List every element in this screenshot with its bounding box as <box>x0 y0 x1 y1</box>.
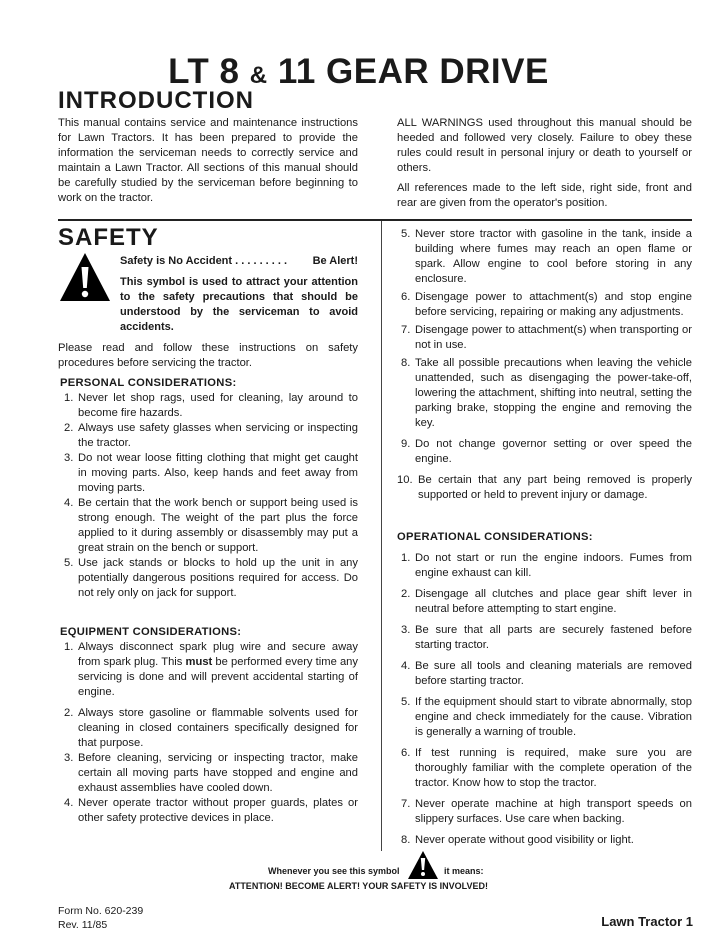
symbol-notice-right: it means: <box>444 866 484 876</box>
list-item: 4. Be certain that the work bench or support being used is strong enough. The weight of the part plus the force applied to it during assembly or disassembly may put a great strain on the bench or support. <box>64 497 358 554</box>
list-item: 1. Always disconnect spark plug wire and secure away from spark plug. This must be performed every time any servicing is done and will prevent accidental starting of engine. <box>64 641 358 698</box>
introduction-right-paragraph-2: All references made to the left side, right side, front and rear are given from the operator's position. <box>397 182 692 209</box>
safety-slogan-left: Safety is No Accident . . . . . . . . . <box>120 255 288 267</box>
list-item: 1. Do not start or run the engine indoors. Fumes from engine exhaust can kill. <box>401 552 692 579</box>
section-divider <box>58 219 692 221</box>
list-item: 6. If test running is required, make sure you are thoroughly familiar with the complete operation of the tractor. Know how to stop the tractor. <box>401 747 692 789</box>
warning-triangle-icon <box>58 251 112 305</box>
introduction-left-paragraph: This manual contains service and maintenance instructions for Lawn Tractors. It has been prepared to provide the information the serviceman needs to correctly service and maintain a Lawn Tractor. All sections of this manual should be carefully studied by the serviceman before beginning to work on the tractor. <box>58 117 358 204</box>
symbol-explanation: This symbol is used to attract your attention to the safety precautions that should be understood by the serviceman to avoid accidents. <box>120 276 358 333</box>
column-divider <box>381 221 382 851</box>
safety-slogan-right: Be Alert! <box>312 255 358 267</box>
introduction-heading: INTRODUCTION <box>58 87 254 114</box>
list-item: 2. Always store gasoline or flammable solvents used for cleaning in closed containers specifically designed for that purpose. <box>64 707 358 749</box>
list-item: 5. Use jack stands or blocks to hold up the unit in any potentially dangerous positions required for access. Do not rely only on jack for support. <box>64 557 358 599</box>
safety-slogan <box>120 254 358 269</box>
equipment-considerations-list <box>58 640 358 826</box>
safety-heading: SAFETY <box>58 224 159 251</box>
list-item: 3. Do not wear loose fitting clothing that might get caught in moving parts. Also, keep hands and feet away from moving parts. <box>64 452 358 494</box>
operational-considerations-heading: OPERATIONAL CONSIDERATIONS: <box>397 531 593 543</box>
safety-right-list <box>395 227 692 503</box>
list-item: 8. Never operate without good visibility or light. <box>401 834 634 846</box>
list-item: 2. Disengage all clutches and place gear shift lever in neutral before attempting to start engine. <box>401 588 692 615</box>
list-item: 7. Never operate machine at high transport speeds on slippery surfaces. Use care when backing. <box>401 798 692 825</box>
safety-intro: Please read and follow these instructions on safety procedures before servicing the tractor. <box>58 342 358 369</box>
revision: Rev. 11/85 <box>58 919 108 931</box>
warning-triangle-icon <box>407 850 439 880</box>
personal-considerations-list <box>58 391 358 601</box>
list-item: 1. Never let shop rags, used for cleaning, lay around to become fire hazards. <box>64 392 358 419</box>
list-item: 4. Never operate tractor without proper guards, plates or other safety protective devices in place. <box>64 797 358 824</box>
introduction-right-paragraph-1: ALL WARNINGS used throughout this manual should be heeded and followed very closely. Failure to obey these rules could result in personal injury or death to yourself or others. <box>397 117 692 174</box>
list-item: 10. Be certain that any part being removed is properly supported or held to prevent injury or damage. <box>397 474 692 501</box>
title-rest: 11 GEAR DRIVE <box>277 52 549 91</box>
list-item: 7. Disengage power to attachment(s) when transporting or not in use. <box>401 324 692 351</box>
list-item: 3. Be sure that all parts are securely fastened before starting tractor. <box>401 624 692 651</box>
list-item: 5. If the equipment should start to vibrate abnormally, stop engine and check immediately for the cause. Vibration is generally a warning of trouble. <box>401 696 692 738</box>
list-item: 5. Never store tractor with gasoline in the tank, inside a building where fumes may reach an open flame or spark. Allow engine to cool before storing in any enclosure. <box>401 228 692 285</box>
personal-considerations-heading: PERSONAL CONSIDERATIONS: <box>60 377 237 389</box>
operational-considerations-list <box>395 551 692 848</box>
list-item: 3. Before cleaning, servicing or inspecting tractor, make certain all moving parts have stopped and engine and exhaust assemblies have cooled down. <box>64 752 358 794</box>
list-item: 6. Disengage power to attachment(s) and stop engine before servicing, repairing or making any adjustments. <box>401 291 692 318</box>
equipment-considerations-heading: EQUIPMENT CONSIDERATIONS: <box>60 626 242 638</box>
list-item: 9. Do not change governor setting or over speed the engine. <box>401 438 692 465</box>
list-item: 2. Always use safety glasses when servicing or inspecting the tractor. <box>64 422 358 449</box>
title-amp: & <box>249 62 268 89</box>
page-label: Lawn Tractor 1 <box>601 914 693 929</box>
form-number: Form No. 620-239 <box>58 905 144 917</box>
symbol-notice-left: Whenever you see this symbol <box>268 866 400 876</box>
title-main: LT 8 <box>168 52 240 91</box>
form-info <box>58 904 143 932</box>
attention-notice: ATTENTION! BECOME ALERT! YOUR SAFETY IS INVOLVED! <box>228 881 488 891</box>
list-item: 4. Be sure all tools and cleaning materials are removed before starting tractor. <box>401 660 692 687</box>
list-item: 8. Take all possible precautions when leaving the vehicle unattended, such as disengaging the power-take-off, lowering the attachment, shifting into neutral, setting the parking brake, stopping the engine and removing the key. <box>401 357 692 429</box>
